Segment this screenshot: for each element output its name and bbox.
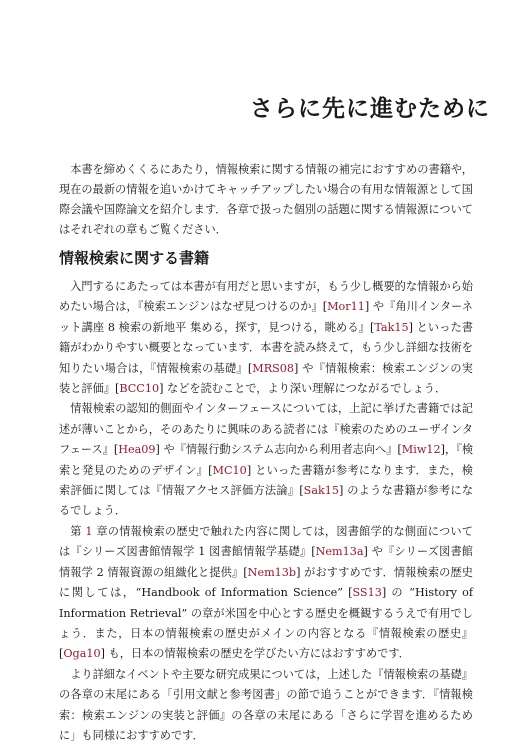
body-paragraph [59, 665, 473, 747]
paragraph-text: ] のような書籍が参考になるでしょう． [59, 484, 474, 518]
paragraph-text: ]，『検索と発見のためのデザイン』[ [59, 443, 474, 477]
body-paragraph [59, 522, 473, 665]
paragraph-text: 情報検索の認知的側面やインターフェースについては，上記に挙げた書籍では記述が薄いことから，そのあたりに興味のある読者には『検索のためのユーザインタフェース』[ [59, 402, 473, 457]
paragraph-text: 入門するにあたっては本書が有用だと思いますが，もう少し概要的な情報から始めたい場合は，『検索エンジンはなぜ見つけるのか』[ [59, 280, 473, 314]
paragraph-text: ] といった書籍がわかりやすい概要となっています．本書を読み終えて，もう少し詳細な技術を知りたい場合は，『情報検索の基礎』[ [59, 320, 473, 375]
citation-link[interactable]: Mor11 [327, 300, 365, 314]
paragraph-text: ] といった書籍が参考になります．また，検索評価に関しては『情報アクセス評価方法論』[ [59, 463, 473, 498]
paragraph-text: ] や『情報検索：検索エンジンの実装と評価』[ [59, 361, 473, 396]
paragraph-text: 第 [70, 524, 86, 538]
citation-link[interactable]: Oga10 [63, 647, 101, 661]
citation-link[interactable]: Tak15 [374, 320, 409, 334]
paragraph-text: 章の情報検索の歴史で触れた内容に関しては，図書館学的な側面については『シリーズ図書館情報学 1 図書館情報学基礎』[ [59, 524, 473, 559]
citation-link[interactable]: Nem13a [315, 545, 364, 559]
citation-link[interactable]: 1 [85, 524, 93, 538]
paragraph-text: ] も，日本の情報検索の歴史を学びたい方にはおすすめです． [100, 647, 410, 661]
citation-link[interactable]: Hea09 [118, 443, 156, 457]
paragraph-text: ] や『角川インターネット講座 8 検索の新地平 集める，探す，見つける，眺める』[ [59, 300, 473, 334]
citation-link[interactable]: BCC10 [119, 382, 160, 396]
body-paragraph [59, 277, 473, 399]
citation-link[interactable]: Miw12 [401, 443, 441, 457]
body-paragraph [59, 399, 473, 521]
intro-paragraph: 本書を締めくくるにあたり，情報検索に関する情報の補完におすすめの書籍や，現在の最新の情報を追いかけてキャッチアップしたい場合の有用な情報源として国際会議や国際論文を紹介します．各章で扱った個別の話題に関する情報源についてはそれぞれの章もご覧ください． [59, 163, 473, 236]
section-heading: 情報検索に関する書籍 [59, 249, 210, 267]
paragraph-text: ] の “History of Information Retrieval” の章が米国を中心とする歴史を概観するうえで有用でしょう．また，日本の情報検索の歴史がメインの内容となる『情報検索の歴史』[ [59, 586, 473, 661]
paragraph-text: ] や『情報行動システム志向から利用者志向へ』[ [155, 443, 402, 457]
paragraph-text: ] がおすすめです．情報検索の歴史に関しては，“Handbook of Information Science” [ [59, 565, 473, 600]
paragraph-text: より詳細なイベントや主要な研究成果については，上述した『情報検索の基礎』の各章の末尾にある「引用文献と参考図書」の節で追うことができます．『情報検索：検索エンジンの実装と評価』の各章の末尾にある「さらに学習を進めるために」も同様におすすめです． [59, 667, 473, 742]
section-body [59, 277, 473, 746]
chapter-title: さらに先に進むために [250, 96, 490, 122]
paragraph-text: ] などを読むことで，より深い理解につながるでしょう． [159, 382, 447, 396]
citation-link[interactable]: SS13 [352, 586, 382, 600]
paragraph-text: ] や『シリーズ図書館情報学 2 情報資源の組織化と提供』[ [59, 545, 473, 579]
citation-link[interactable]: Sak15 [303, 484, 340, 498]
citation-link[interactable]: MRS08 [252, 361, 295, 375]
citation-link[interactable]: MC10 [212, 463, 247, 477]
citation-link[interactable]: Nem13b [247, 565, 297, 579]
